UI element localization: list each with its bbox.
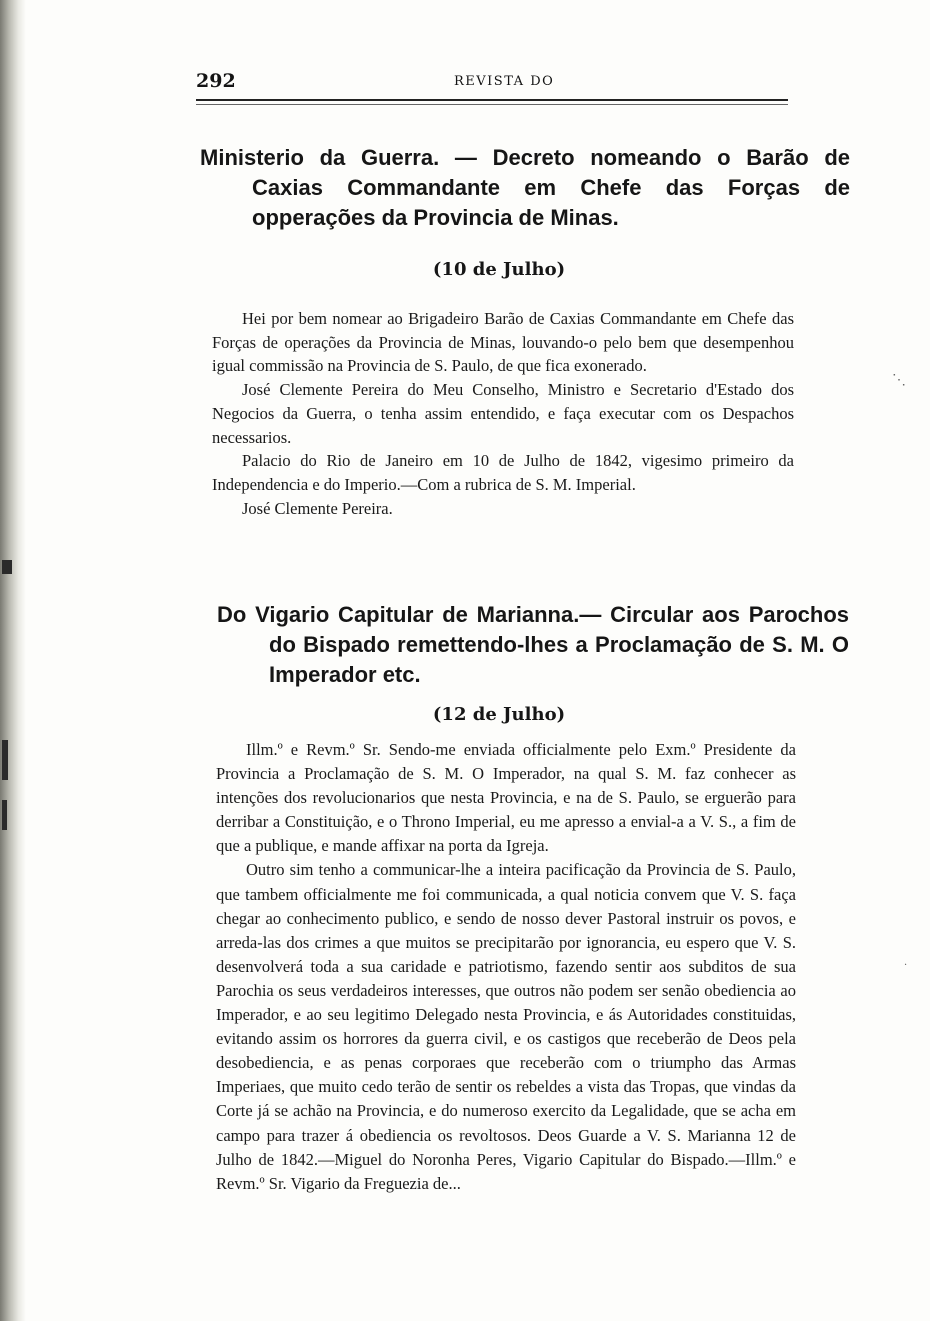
spine-blot bbox=[2, 740, 8, 780]
book-spine-shadow bbox=[0, 0, 26, 1321]
scan-speck: · bbox=[904, 960, 908, 971]
signature: José Clemente Pereira. bbox=[242, 498, 393, 518]
section-body bbox=[216, 738, 796, 1196]
section-date: (10 de Julho) bbox=[432, 259, 566, 280]
section-heading: Do Vigario Capitular de Marianna.— Circular aos Parochos do Bispado remettendo-lhes a Proclamação de S. M. O Imperador etc. bbox=[217, 602, 849, 687]
section-body bbox=[212, 307, 794, 520]
paragraph: Outro sim tenho a communicar-lhe a inteira pacificação da Provincia de S. Paulo, que tambem officialmente me foi communicada, a qual noticia convem que V. S. faça chegar ao conhecimento publico, e sendo de nosso dever Pastoral instruir os povos, e arreda-las dos crimes a que muitos se precipitarão por ignorancia, eu espero que V. S. desenvolverá toda a sua caridade e patriotismo, fazendo sentir aos subditos de sua Parochia os seus verdadeiros interesses, que outros não podem ser senão obediencia ao Imperador, e ao seu legitimo Delegado nesta Provincia, e ás Autoridades constituidas, evitando assim os horrores da guerra civil, e os castigos que receberão de Deos pela desobediencia, e as penas corporaes que receberão com o triumpho das Armas Imperiaes, que muito cedo terão de sentir os rebeldes a vista das Tropas, que vindas da Corte já se achão na Provincia, e do numeroso exercito da Legalidade, que se acha em campo para trazer á obediencia os revoltosos. Deos Guarde a V. S. Marianna 12 de Julho de 1842.—Miguel do Noronha Peres, Vigario Capitular do Bispado.—Illm.º e Revm.º Sr. Vigario da Freguezia de... bbox=[216, 860, 796, 1193]
paragraph: Palacio do Rio de Janeiro em 10 de Julho de 1842, vigesimo primeiro da Independencia e do Imperio.—Com a rubrica de S. M. Imperial. bbox=[212, 451, 794, 494]
scan-speck: ⋱ bbox=[892, 372, 906, 388]
running-title: REVISTA DO bbox=[454, 74, 555, 89]
paragraph: Illm.º e Revm.º Sr. Sendo-me enviada officialmente pelo Exm.º Presidente da Provincia a Proclamação de S. M. O Imperador, na qual S. M. faz conhecer as intenções dos revolucionarios que nesta Provincia, e na de S. Paulo, se erguerão para derribar a Constituição, e o Throno Imperial, eu me apresso a envial-a a V. S., a fim de que a publique, e mande affixar na porta da Igreja. bbox=[216, 740, 796, 856]
spine-blot bbox=[2, 800, 7, 830]
paragraph: José Clemente Pereira do Meu Conselho, Ministro e Secretario d'Estado dos Negocios da Guerra, o tenha assim entendido, e faça executar com os Despachos necessarios. bbox=[212, 380, 794, 447]
page-number: 292 bbox=[196, 70, 236, 92]
header-rule bbox=[196, 99, 788, 105]
paragraph: Hei por bem nomear ao Brigadeiro Barão de Caxias Commandante em Chefe das Forças de operações da Provincia de Minas, louvando-o pelo bem que desempenhou igual commissão na Provincia de S. Paulo, de que fica exonerado. bbox=[212, 309, 794, 376]
spine-blot bbox=[2, 560, 12, 574]
section-date: (12 de Julho) bbox=[432, 704, 566, 725]
page-header bbox=[196, 70, 786, 100]
section-heading: Ministerio da Guerra. — Decreto nomeando o Barão de Caxias Commandante em Chefe das Forças de opperações da Provincia de Minas. bbox=[200, 145, 850, 230]
